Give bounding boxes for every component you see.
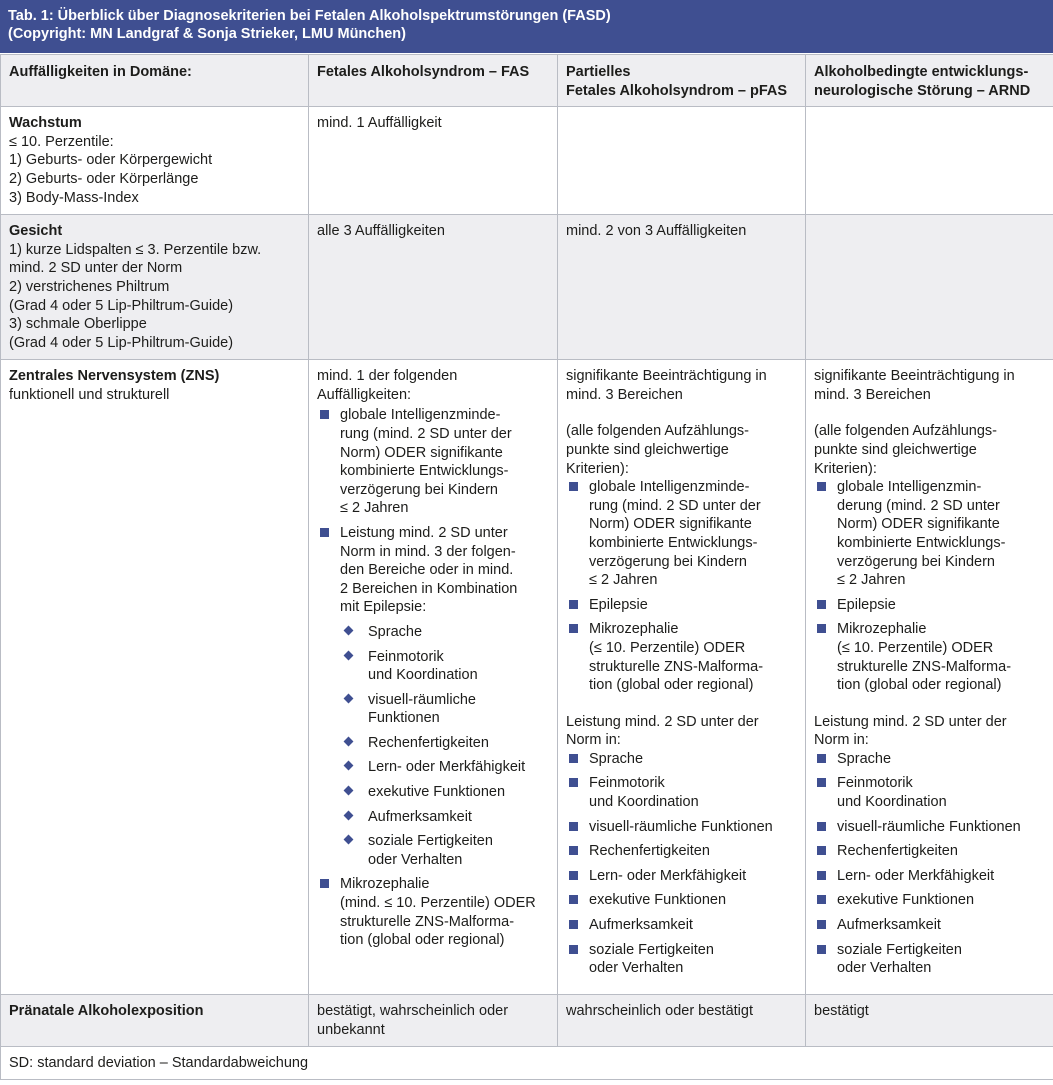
fas-sub-list (340, 623, 549, 870)
table-title: Tab. 1: Überblick über Diagnosekriterien bei Fetalen Alkoholspektrumstörungen (FASD) (8, 8, 611, 24)
row-praenatal (1, 995, 1053, 1047)
sub-list-item: Aufmerksamkeit (340, 808, 549, 827)
cell-gesicht-arnd (806, 215, 1053, 360)
cell-praenatal-pfas: wahrscheinlich oder bestätigt (558, 995, 806, 1047)
footnote: SD: standard deviation – Standardabweichung (1, 1047, 1053, 1080)
table-title-bar (0, 0, 1053, 53)
sub-list-item: soziale Fertigkeiten oder Verhalten (340, 832, 549, 869)
cell-praenatal-domain (1, 995, 309, 1047)
list-item: soziale Fertigkeiten oder Verhalten (566, 941, 797, 978)
list-item: Feinmotorik und Koordination (566, 774, 797, 811)
sub-list-item: Sprache (340, 623, 549, 642)
list-item: Epilepsie (814, 596, 1045, 615)
row-title: Gesicht (9, 223, 63, 240)
list-item: Rechenfertigkeiten (566, 842, 797, 861)
list-item: Feinmotorik und Koordination (814, 774, 1045, 811)
arnd-leistung-list (814, 750, 1045, 978)
list-item: Rechenfertigkeiten (814, 842, 1045, 861)
cell-praenatal-arnd: bestätigt (806, 995, 1053, 1047)
list-item: globale Intelligenzmin- derung (mind. 2 SD unter Norm) ODER signifikante kombinierte Entwicklungs- verzögerung bei Kindern ≤ 2 Jahren (814, 478, 1045, 590)
row-wachstum (1, 107, 1053, 215)
cell-gesicht-fas: alle 3 Auffälligkeiten (309, 215, 558, 360)
list-item: exekutive Funktionen (814, 891, 1045, 910)
list-item: Sprache (814, 750, 1045, 769)
cell-wachstum-pfas (558, 107, 806, 215)
row-footer (1, 1047, 1053, 1080)
header-row (1, 55, 1053, 107)
list-item: soziale Fertigkeiten oder Verhalten (814, 941, 1045, 978)
row-title: Pränatale Alkoholexposition (9, 1003, 204, 1020)
sub-list-item: Feinmotorik und Koordination (340, 648, 549, 685)
cell-wachstum-domain: Wachstum ≤ 10. Perzentile: 1) Geburts- oder Körpergewicht 2) Geburts- oder Körperlänge 3) Body-Mass-Index (1, 107, 309, 215)
diagnostic-criteria-table (0, 54, 1053, 1080)
cell-zns-domain: Zentrales Nervensystem (ZNS) funktionell und strukturell (1, 360, 309, 995)
header-fas: Fetales Alkoholsyndrom – FAS (309, 55, 558, 107)
pfas-leistung-list (566, 750, 797, 978)
cell-wachstum-arnd (806, 107, 1053, 215)
list-item: Lern- oder Merkfähigkeit (814, 867, 1045, 886)
list-item: Lern- oder Merkfähigkeit (566, 867, 797, 886)
header-arnd: Alkoholbedingte entwicklungs- neurologische Störung – ARND (806, 55, 1053, 107)
fas-criteria-list (317, 406, 549, 949)
row-title: Zentrales Nervensystem (ZNS) (9, 368, 220, 385)
header-domain: Auffälligkeiten in Domäne: (1, 55, 309, 107)
cell-gesicht-domain: Gesicht 1) kurze Lidspalten ≤ 3. Perzentile bzw. mind. 2 SD unter der Norm 2) verstrichenes Philtrum (Grad 4 oder 5 Lip-Philtrum-Guide) 3) schmale Oberlippe (Grad 4 oder 5 Lip-Philtrum-Guide) (1, 215, 309, 360)
cell-zns-arnd: signifikante Beeinträchtigung in mind. 3 Bereichen (alle folgenden Aufzählungs- punkte sind gleichwertige Kriterien): globale Intelligenzmin- derung (mind. 2 SD unter Norm) ODER signifikante kombinierte Entwicklungs- verzögerung bei Kindern ≤ 2 Jahren Epilepsie Mikrozephalie (≤ 10. Perzentile) ODER strukturelle ZNS-Malforma- tion (global oder regional) Leistung mind. 2 SD unter der Norm in: Sprache Feinmotorik und Koordination visuell-räumliche Funktionen Rechenfertigkeiten Lern- oder Merkfähigkeit exekutive Funktionen Aufmerksamkeit soziale Fertigkeiten oder Verhalten (806, 360, 1053, 995)
list-item: Epilepsie (566, 596, 797, 615)
cell-zns-pfas: signifikante Beeinträchtigung in mind. 3 Bereichen (alle folgenden Aufzählungs- punkte sind gleichwertige Kriterien): globale Intelligenzminde- rung (mind. 2 SD unter der Norm) ODER signifikante kombinierte Entwicklungs- verzögerung bei Kindern ≤ 2 Jahren Epilepsie Mikrozephalie (≤ 10. Perzentile) ODER strukturelle ZNS-Malforma- tion (global oder regional) Leistung mind. 2 SD unter der Norm in: Sprache Feinmotorik und Koordination visuell-räumliche Funktionen Rechenfertigkeiten Lern- oder Merkfähigkeit exekutive Funktionen Aufmerksamkeit soziale Fertigkeiten oder Verhalten (558, 360, 806, 995)
list-item: Mikrozephalie (≤ 10. Perzentile) ODER strukturelle ZNS-Malforma- tion (global oder regional) (814, 620, 1045, 694)
list-item: exekutive Funktionen (566, 891, 797, 910)
list-item: Aufmerksamkeit (566, 916, 797, 935)
sub-list-item: Rechenfertigkeiten (340, 734, 549, 753)
list-item: Leistung mind. 2 SD unter Norm in mind. 3 der folgen- den Bereiche oder in mind. 2 Bereichen in Kombination mit Epilepsie: Sprache Feinmotorik und Koordination visuell-räumliche Funktionen Rechenfertigkeiten Lern- oder Merkfähigkeit exekutive Funktionen Aufmerksamkeit soziale Fertigkeiten oder Verhalten (317, 524, 549, 870)
sub-list-item: visuell-räumliche Funktionen (340, 691, 549, 728)
cell-zns-fas: mind. 1 der folgenden Auffälligkeiten: globale Intelligenzminde- rung (mind. 2 SD unter der Norm) ODER signifikante kombinierte Entwicklungs- verzögerung bei Kindern ≤ 2 Jahren Leistung mind. 2 SD unter Norm in mind. 3 der folgen- den Bereiche oder in mind. 2 Bereichen in Kombination mit Epilepsie: Sprache Feinmotorik und Koordination visuell-räumliche Funktionen Rechenfertigkeiten Lern- oder Merkfähigkeit exekutive Funktionen Aufmerksamkeit soziale Fertigkeiten oder Verhalten Mikrozephalie (mind. ≤ 10. Perzentile) ODER strukturelle ZNS-Malforma- tion (global oder regional) (309, 360, 558, 995)
list-item: globale Intelligenzminde- rung (mind. 2 SD unter der Norm) ODER signifikante kombinierte Entwicklungs- verzögerung bei Kindern ≤ 2 Jahren (317, 406, 549, 518)
cell-gesicht-pfas: mind. 2 von 3 Auffälligkeiten (558, 215, 806, 360)
sub-list-item: Lern- oder Merkfähigkeit (340, 758, 549, 777)
table-copyright: (Copyright: MN Landgraf & Sonja Strieker, LMU München) (8, 26, 406, 42)
pfas-criteria-list (566, 478, 797, 695)
list-item: Mikrozephalie (≤ 10. Perzentile) ODER strukturelle ZNS-Malforma- tion (global oder regional) (566, 620, 797, 694)
list-item: visuell-räumliche Funktionen (566, 818, 797, 837)
list-item: Aufmerksamkeit (814, 916, 1045, 935)
cell-wachstum-fas: mind. 1 Auffälligkeit (309, 107, 558, 215)
list-item: Sprache (566, 750, 797, 769)
sub-list-item: exekutive Funktionen (340, 783, 549, 802)
header-pfas: Partielles Fetales Alkoholsyndrom – pFAS (558, 55, 806, 107)
list-item: visuell-räumliche Funktionen (814, 818, 1045, 837)
arnd-criteria-list (814, 478, 1045, 695)
list-item: globale Intelligenzminde- rung (mind. 2 SD unter der Norm) ODER signifikante kombinierte Entwicklungs- verzögerung bei Kindern ≤ 2 Jahren (566, 478, 797, 590)
row-gesicht (1, 215, 1053, 360)
row-zns (1, 360, 1053, 995)
list-item: Mikrozephalie (mind. ≤ 10. Perzentile) ODER strukturelle ZNS-Malforma- tion (global oder regional) (317, 875, 549, 949)
row-title: Wachstum (9, 115, 82, 132)
cell-praenatal-fas: bestätigt, wahrscheinlich oder unbekannt (309, 995, 558, 1047)
